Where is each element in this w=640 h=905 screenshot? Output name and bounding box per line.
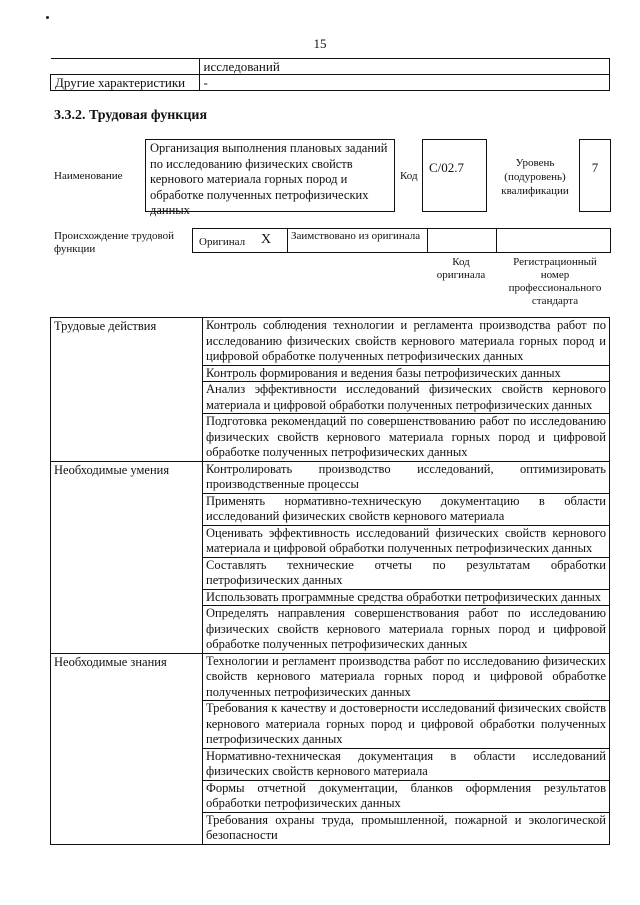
item-cell: Нормативно-техническая документация в области исследований физических свойств кернового материала [203,748,610,780]
item-cell: Составлять технические отчеты по результатам обработки петрофизических данных [203,557,610,589]
original-cell [192,228,287,253]
item-cell: Определять направления совершенствования работ по исследованию физических свойств кернового материала горных пород и цифровой обработке полученных петрофизических данных [203,606,610,654]
item-cell: Технологии и регламент производства работ по исследованию физических свойств кернового материала горных пород и цифровой обработке полученных петрофизических данных [203,653,610,701]
section-title: 3.3.2. Трудовая функция [54,108,208,123]
original-mark: X [261,232,272,247]
item-cell: Требования к качеству и достоверности исследований физических свойств кернового материала горных пород и цифровой обработки полученных петрофизических данных [203,701,610,749]
other-characteristics-label: Другие характеристики [51,75,200,91]
name-label: Наименование [54,170,123,182]
origin-code-caption: Код оригинала [436,256,486,281]
code-value-box: С/02.7 [422,139,487,212]
level-label: Уровень (подуровень) квалификации [501,157,569,197]
stray-dot-mark [46,16,49,19]
borrowed-cell: Заимствовано из оригинала [287,228,427,253]
item-cell: Формы отчетной документации, бланков оформления результатов обработки петрофизических данных [203,780,610,812]
original-label: Оригинал [199,236,246,248]
table-row [51,59,610,75]
origin-label: Происхождение трудовой функции [54,230,175,255]
category-cell: Трудовые действия [51,318,203,462]
table-row [51,461,610,493]
other-characteristics-value: - [199,75,610,91]
registration-number-cell [496,228,611,253]
continuation-value: исследований [199,59,610,75]
item-cell: Анализ эффективности исследований физических свойств кернового материала и цифровой обработки полученных петрофизических данных [203,382,610,414]
table-row [51,653,610,701]
code-label: Код [400,170,418,182]
empty-cell [51,59,200,75]
item-cell: Контролировать производство исследований, оптимизировать производственные процессы [203,461,610,493]
item-cell: Контроль соблюдения технологии и регламента производства работ по исследованию физических свойств кернового материала горных пород и цифровой обработке полученных петрофизических данных [203,318,610,366]
table-row [51,75,610,91]
item-cell: Применять нормативно-техническую документацию в области исследований физических свойств кернового материала [203,493,610,525]
origin-row [192,228,611,253]
category-cell: Необходимые умения [51,461,203,653]
registration-caption: Регистрационный номер профессионального стандарта [508,256,602,307]
item-cell: Требования охраны труда, промышленной, пожарной и экологической безопасности [203,812,610,844]
function-name-box: Организация выполнения плановых заданий по исследованию физических свойств кернового материала горных пород и обработке полученных петрофизических данных [145,139,395,212]
continuation-table [50,58,610,91]
table-row [51,318,610,366]
level-value-box: 7 [579,139,611,212]
item-cell: Оценивать эффективность исследований физических свойств кернового материала и цифровой обработки полученных петрофизических данных [203,525,610,557]
labor-function-table [50,317,610,845]
item-cell: Контроль формирования и ведения базы петрофизических данных [203,365,610,382]
origin-code-cell [427,228,496,253]
item-cell: Использовать программные средства обработки петрофизических данных [203,589,610,606]
page-number: 15 [313,36,327,51]
item-cell: Подготовка рекомендаций по совершенствованию работ по исследованию физических свойств кернового материала горных пород и цифровой обработке полученных петрофизических данных [203,414,610,462]
category-cell: Необходимые знания [51,653,203,844]
